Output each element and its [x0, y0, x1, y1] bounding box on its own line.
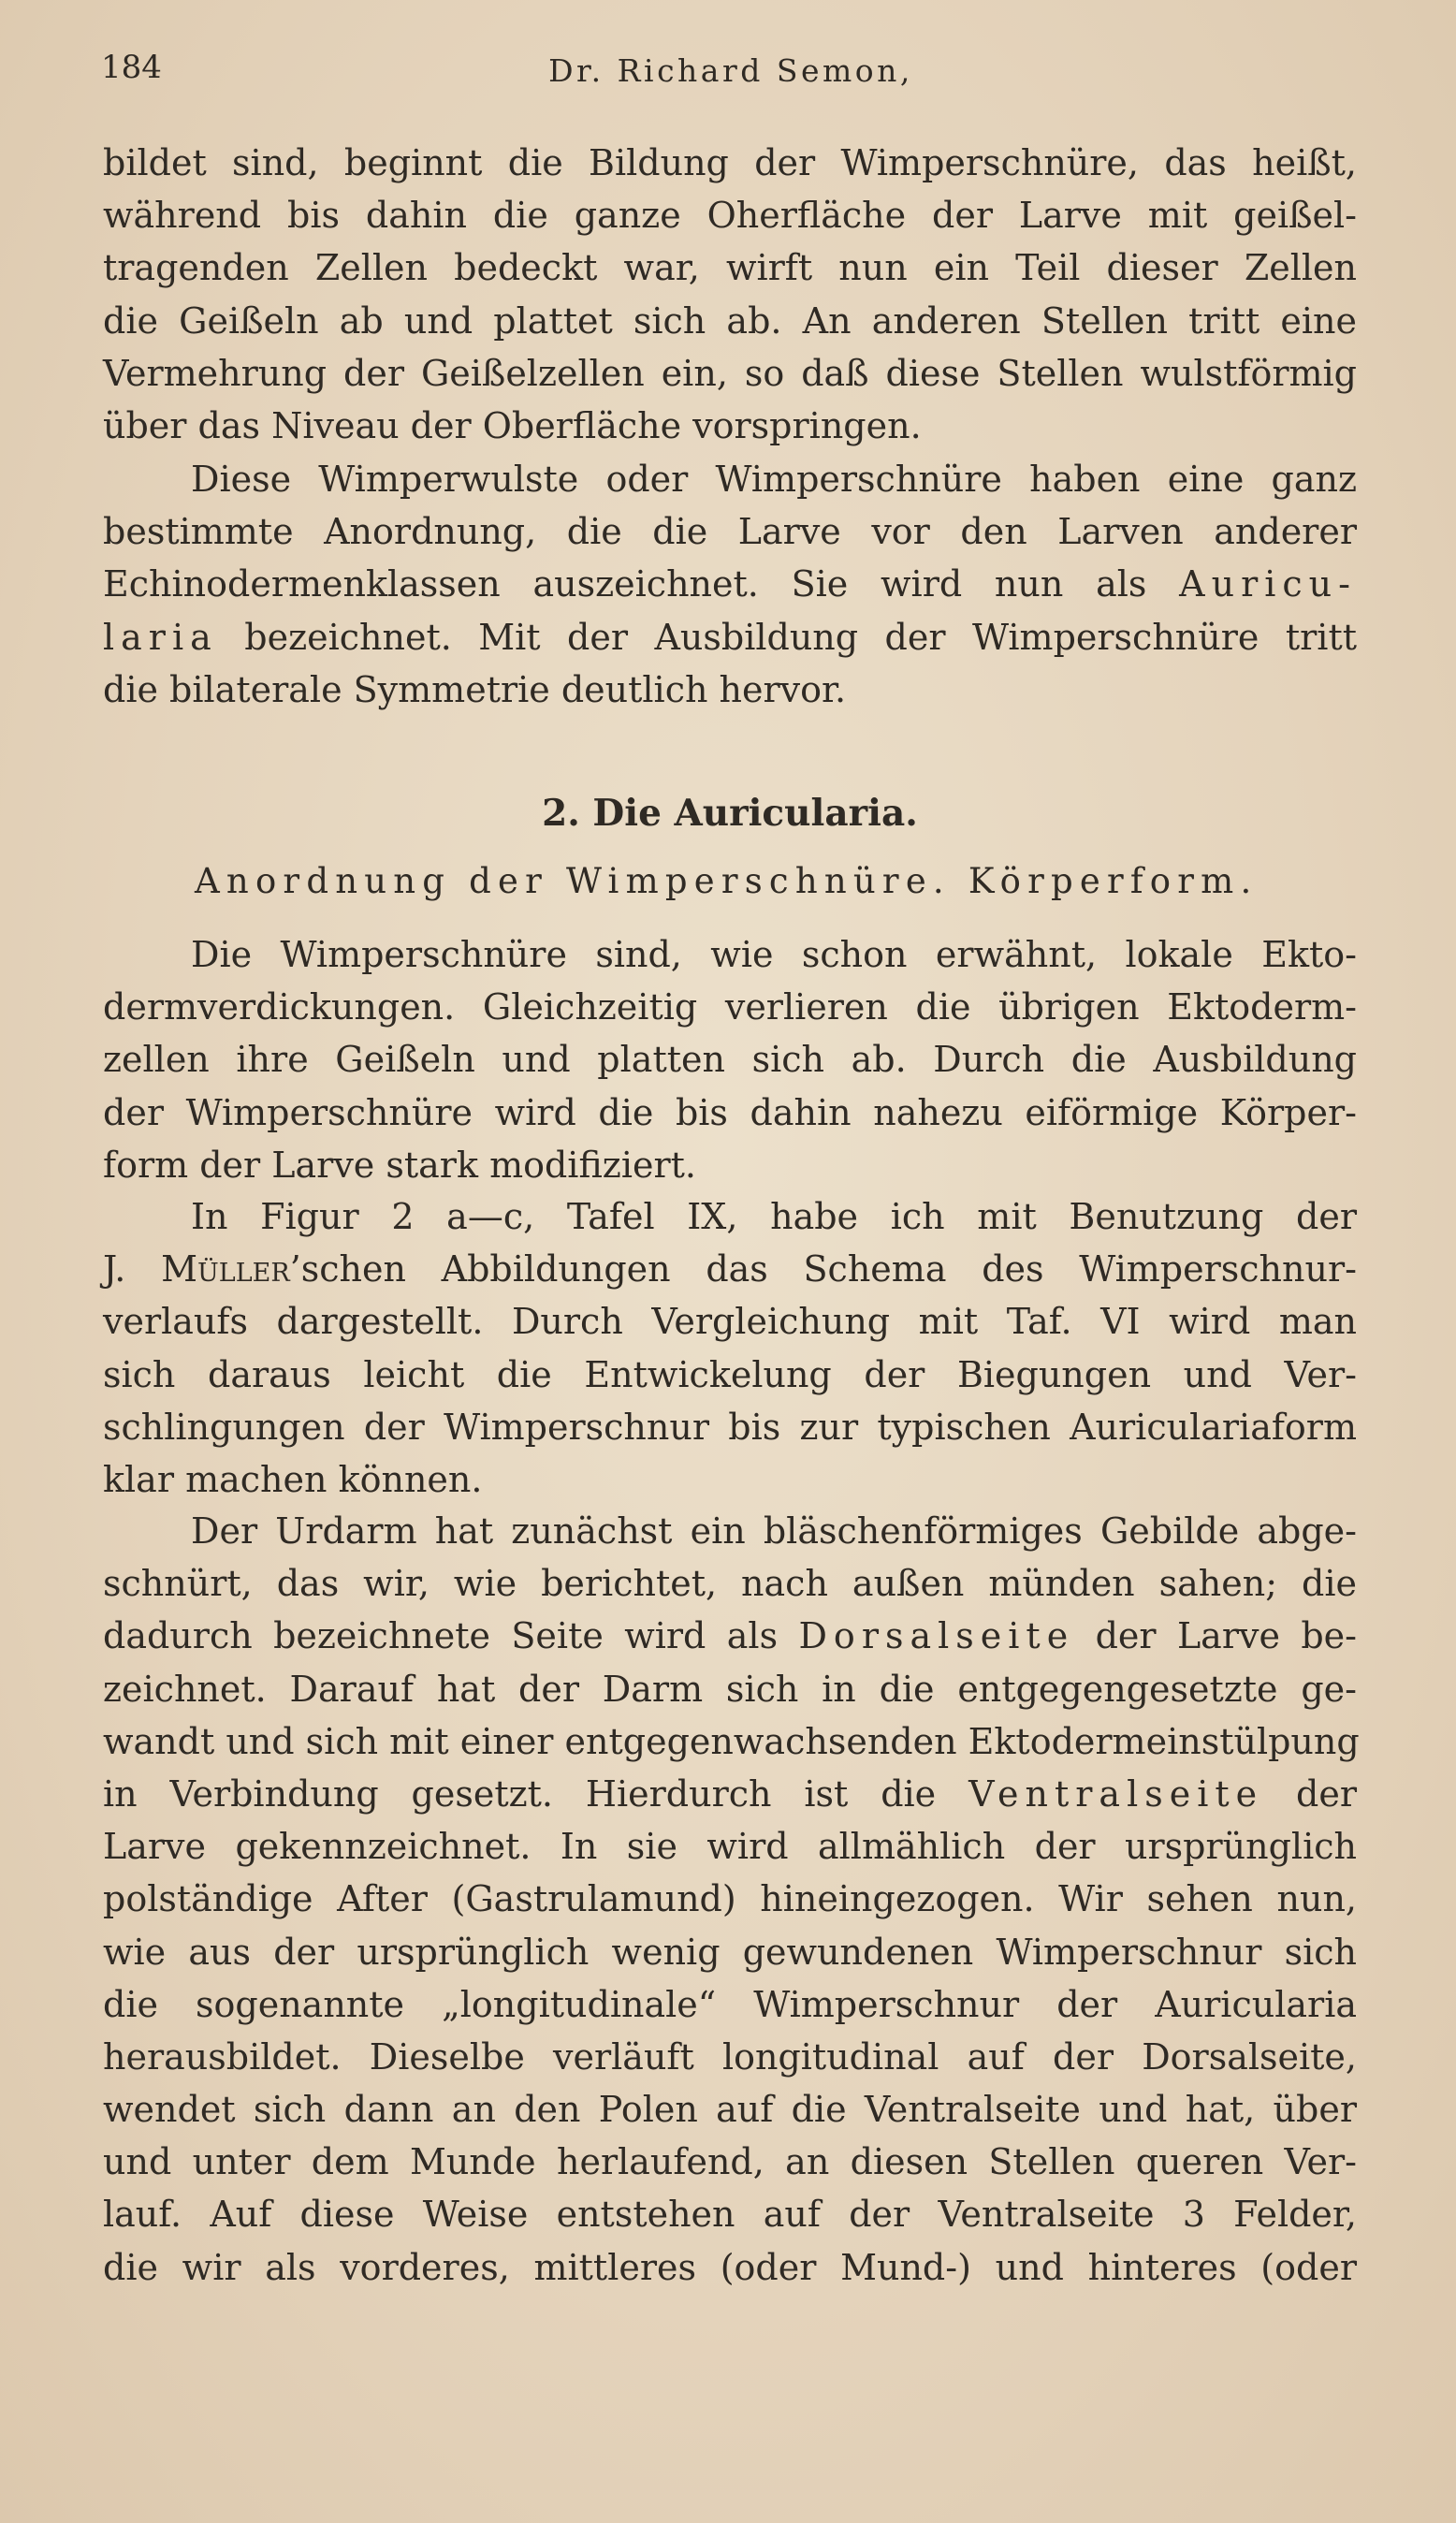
text-line: zeichnet. Darauf hat der Darm sich in die entgegengesetzte ge-: [103, 1668, 1357, 1710]
text-line: [103, 1610, 1357, 1662]
text-segment: der Larve be-: [1095, 1615, 1357, 1657]
text-line: Larve gekennzeichnet. In sie wird allmählich der ursprünglich: [103, 1826, 1357, 1868]
text-segment: ’schen Abbildungen das Schema des Wimperschnur-: [289, 1248, 1357, 1291]
text-line: wendet sich dann an den Polen auf die Ventralseite und hat, über: [103, 2089, 1357, 2131]
text-line: lauf. Auf diese Weise entstehen auf der Ventralseite 3 Felder,: [103, 2194, 1357, 2236]
text-line: dermverdickungen. Gleichzeitig verlieren die übrigen Ektoderm-: [103, 986, 1357, 1028]
author-name: Müller: [161, 1248, 290, 1291]
text-line: und unter dem Munde herlaufend, an diesen Stellen queren Ver-: [103, 2141, 1357, 2183]
text-line: wandt und sich mit einer entgegenwachsenden Ektodermeinstülpung: [103, 1720, 1360, 1762]
text-line: die bilaterale Symmetrie deutlich hervor.: [103, 668, 847, 710]
text-line: verlaufs dargestellt. Durch Vergleichung mit Taf. VI wird man: [103, 1301, 1357, 1343]
spaced-term: Ventralseite: [968, 1772, 1264, 1815]
paragraph-1: [103, 137, 1357, 452]
text-line: die wir als vorderes, mittleres (oder Mund-) und hinteres (oder: [103, 2246, 1357, 2288]
text-line: polständige After (Gastrulamund) hineingezogen. Wir sehen nun,: [103, 1878, 1357, 1920]
text-line: [103, 1243, 1357, 1295]
page-number: 184: [101, 49, 162, 86]
paragraph-3: [103, 928, 1357, 1191]
spaced-term: laria: [103, 616, 218, 658]
text-segment: in Verbindung gesetzt. Hierdurch ist die: [103, 1772, 937, 1815]
paragraph-5: [103, 1505, 1360, 2294]
spaced-term: Auricu-: [1179, 563, 1357, 605]
paragraph-4: [103, 1190, 1357, 1506]
section-subheading: Anordnung der Wimperschnüre. Körperform.: [195, 861, 1259, 901]
text-line: Vermehrung der Geißelzellen ein, so daß diese Stellen wulstförmig: [103, 352, 1357, 394]
text-line: schnürt, das wir, wie berichtet, nach außen münden sahen; die: [103, 1563, 1357, 1605]
running-head: Dr. Richard Semon,: [548, 52, 913, 89]
text-line: form der Larve stark modifiziert.: [103, 1144, 696, 1186]
text-line: über das Niveau der Oberfläche vorspringen.: [103, 404, 922, 446]
text-segment: der: [1296, 1772, 1357, 1815]
text-line: Der Urdarm hat zunächst ein bläschenförmiges Gebilde abge-: [191, 1510, 1357, 1552]
text-segment: bezeichnet. Mit der Ausbildung der Wimperschnüre tritt: [244, 616, 1357, 658]
text-line: sich daraus leicht die Entwickelung der Biegungen und Ver-: [103, 1353, 1357, 1395]
spaced-term: Dorsalseite: [798, 1615, 1075, 1657]
text-segment: Echinodermenklassen auszeichnet. Sie wird nun als: [103, 563, 1147, 605]
text-line: [103, 558, 1357, 610]
text-line: bestimmte Anordnung, die die Larve vor den Larven anderer: [103, 511, 1357, 553]
page-header: [101, 49, 1361, 105]
text-line: zellen ihre Geißeln und platten sich ab. Durch die Ausbildung: [103, 1039, 1357, 1081]
text-line: Die Wimperschnüre sind, wie schon erwähnt, lokale Ekto-: [191, 934, 1357, 975]
text-line: [103, 611, 1357, 664]
text-line: tragenden Zellen bedeckt war, wirft nun ein Teil dieser Zellen: [103, 247, 1357, 289]
text-line: klar machen können.: [103, 1458, 483, 1500]
text-line: die Geißeln ab und plattet sich ab. An anderen Stellen tritt eine: [103, 299, 1357, 342]
text-line: In Figur 2 a—c, Tafel IX, habe ich mit Benutzung der: [191, 1196, 1357, 1237]
text-line: der Wimperschnüre wird die bis dahin nahezu eiförmige Körper-: [103, 1091, 1357, 1133]
text-line: Diese Wimperwulste oder Wimperschnüre haben eine ganz: [191, 459, 1357, 500]
text-segment: dadurch bezeichnete Seite wird als: [103, 1615, 779, 1657]
text-line: die sogenannte „longitudinale“ Wimperschnur der Auricularia: [103, 1983, 1357, 2025]
text-line: bildet sind, beginnt die Bildung der Wimperschnüre, das heißt,: [103, 142, 1357, 183]
text-line: während bis dahin die ganze Oherfläche der Larve mit geißel-: [103, 195, 1357, 237]
text-segment: J.: [103, 1248, 126, 1291]
text-line: schlingungen der Wimperschnur bis zur typischen Auriculariaform: [103, 1406, 1357, 1448]
paragraph-2: [103, 453, 1357, 716]
text-line: wie aus der ursprünglich wenig gewundenen Wimperschnur sich: [103, 1931, 1357, 1973]
section-heading: 2. Die Auricularia.: [542, 792, 918, 835]
text-line: herausbildet. Dieselbe verläuft longitudinal auf der Dorsalseite,: [103, 2035, 1357, 2078]
text-line: [103, 1768, 1357, 1820]
